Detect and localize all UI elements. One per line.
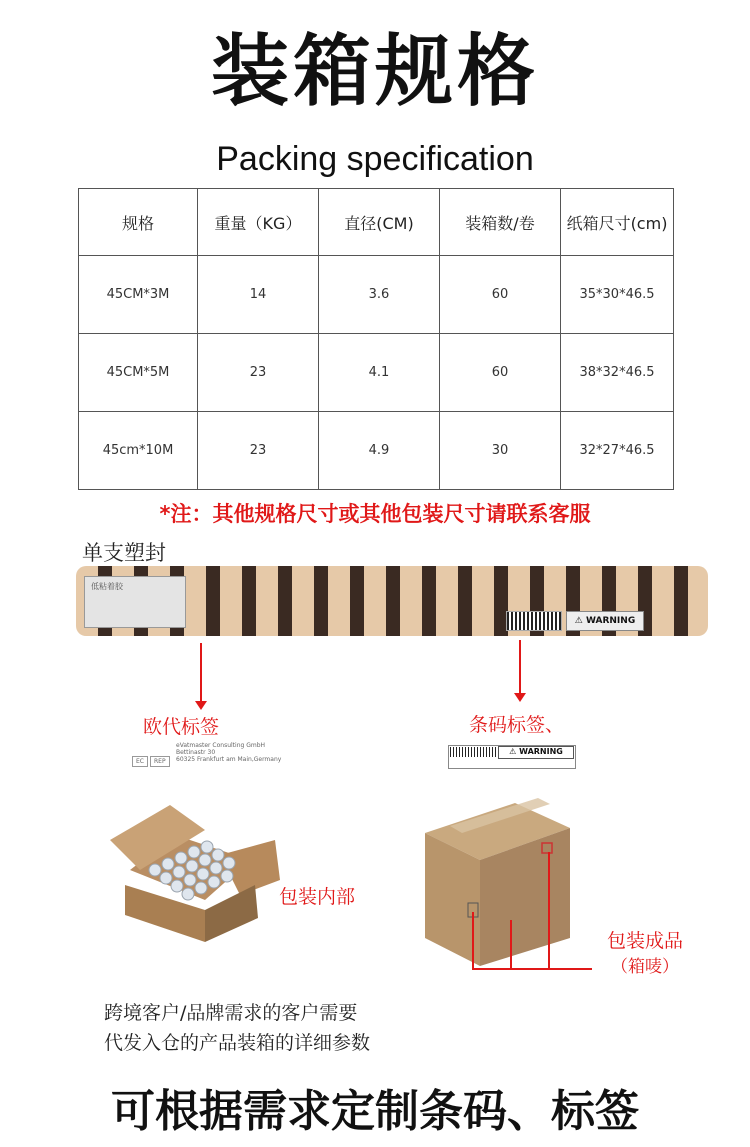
contact-note: *注：其他规格尺寸或其他包装尺寸请联系客服 bbox=[159, 502, 591, 526]
cell-weight: 23 bbox=[198, 412, 319, 490]
spec-table bbox=[78, 188, 674, 490]
barcode-warning: ⚠ WARNING bbox=[498, 746, 574, 759]
header-box-qty: 装箱数/卷 bbox=[440, 189, 561, 256]
cell-box-qty: 30 bbox=[440, 412, 561, 490]
ec-box: EC bbox=[132, 756, 148, 767]
pointer-line bbox=[472, 968, 592, 970]
pointer-line bbox=[472, 912, 474, 970]
arrow-down-icon bbox=[514, 693, 526, 702]
single-seal-label: 单支塑封 bbox=[82, 541, 166, 565]
cell-carton-size: 32*27*46.5 bbox=[561, 412, 674, 490]
cell-spec: 45CM*5M bbox=[79, 334, 198, 412]
cell-spec: 45cm*10M bbox=[79, 412, 198, 490]
eu-city: 60325 Frankfurt am Main,Germany bbox=[176, 756, 282, 763]
cell-diameter: 4.1 bbox=[319, 334, 440, 412]
cell-carton-size: 38*32*46.5 bbox=[561, 334, 674, 412]
cell-weight: 14 bbox=[198, 256, 319, 334]
rep-box: REP bbox=[150, 756, 170, 767]
open-box-image bbox=[110, 800, 285, 942]
cell-box-qty: 60 bbox=[440, 256, 561, 334]
table-row bbox=[79, 334, 674, 412]
header-carton-size: 纸箱尺寸(cm) bbox=[561, 189, 674, 256]
pointer-line bbox=[510, 920, 512, 970]
inner-packing-label: 包装内部 bbox=[279, 886, 356, 908]
barcode-label-title: 条码标签、 bbox=[469, 714, 565, 736]
page-title: 装箱规格 bbox=[210, 27, 539, 117]
bottom-banner: 可根据需求定制条码、标签 bbox=[111, 1086, 639, 1137]
arrow-line-eu bbox=[200, 643, 202, 703]
eu-rep-label-title: 欧代标签 bbox=[143, 716, 220, 738]
table-header-row bbox=[79, 189, 674, 256]
page-subtitle: Packing specification bbox=[216, 140, 534, 178]
eu-company: eVatmaster Consulting GmbH bbox=[176, 742, 266, 749]
cell-weight: 23 bbox=[198, 334, 319, 412]
roll-warning-label: ⚠ WARNING bbox=[566, 611, 644, 631]
arrow-down-icon bbox=[195, 701, 207, 710]
eu-street: Bettinastr 30 bbox=[176, 749, 216, 756]
roll-barcode bbox=[506, 611, 562, 631]
finished-packing-label: 包装成品 bbox=[607, 930, 684, 952]
cell-diameter: 4.9 bbox=[319, 412, 440, 490]
header-spec: 规格 bbox=[79, 189, 198, 256]
table-row bbox=[79, 256, 674, 334]
header-weight: 重量（KG） bbox=[198, 189, 319, 256]
barcode-bars bbox=[450, 747, 496, 757]
description bbox=[104, 998, 370, 1058]
cell-carton-size: 35*30*46.5 bbox=[561, 256, 674, 334]
arrow-line-barcode bbox=[519, 640, 521, 695]
table-row bbox=[79, 412, 674, 490]
shipping-mark-label: （箱唛） bbox=[611, 957, 679, 977]
roll-end-text: 低粘着胶 bbox=[91, 582, 123, 591]
cell-diameter: 3.6 bbox=[319, 256, 440, 334]
description-line: 代发入仓的产品装箱的详细参数 bbox=[104, 1032, 371, 1054]
cell-spec: 45CM*3M bbox=[79, 256, 198, 334]
description-line: 跨境客户/品牌需求的客户需要 bbox=[104, 1002, 358, 1024]
pointer-line bbox=[548, 852, 550, 970]
cell-box-qty: 60 bbox=[440, 334, 561, 412]
roll-end-label bbox=[84, 576, 186, 628]
header-diameter: 直径(CM) bbox=[319, 189, 440, 256]
eu-rep-label-sample bbox=[132, 742, 292, 770]
